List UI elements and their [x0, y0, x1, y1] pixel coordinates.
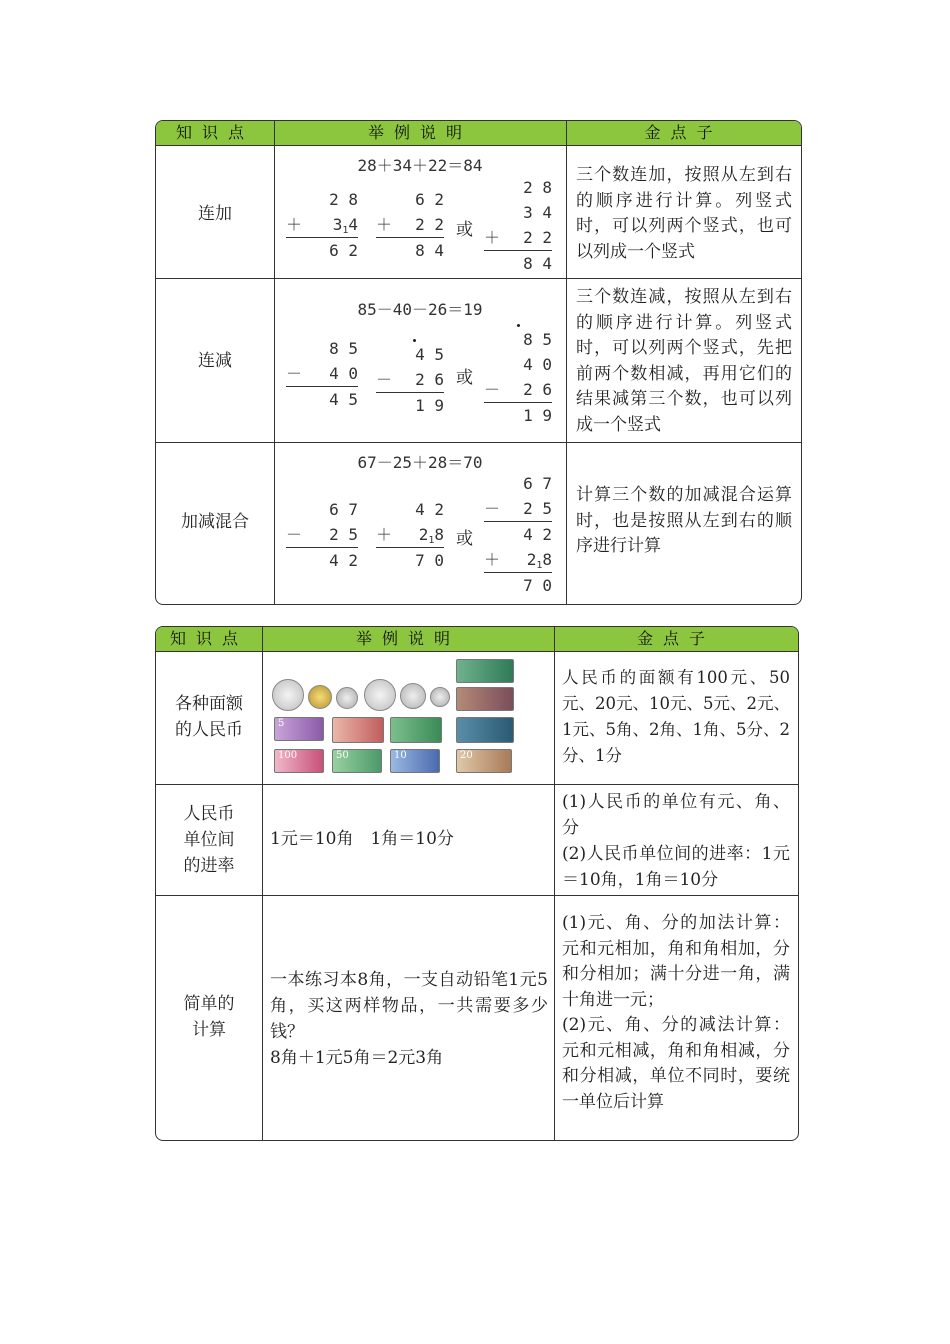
- coin-icon: [364, 679, 396, 711]
- or-text: 或: [456, 529, 473, 549]
- row-label-consecutive-subtraction: 连减: [198, 351, 232, 371]
- banknote-icon: 100: [274, 749, 324, 773]
- coin-icon: [308, 685, 332, 709]
- banknote-icon: [456, 659, 514, 683]
- tip-text: (1)元、角、分的加法计算：元和元相加，角和角相加，分和分相加；满十分进一角，满十角进一元； (2)元、角、分的减法计算：元和元相减，角和角相减，分和分相减，单位不同时，要统一单位后计算: [562, 913, 790, 1112]
- or-text: 或: [456, 368, 473, 388]
- header-knowledge-point: 知识点: [175, 123, 254, 142]
- row-label-denominations: 各种面额 的人民币: [175, 694, 243, 740]
- vertical-calc-combined: 6 7 － 2 5 4 2 ＋ 218 7 0: [484, 471, 552, 598]
- header-example: 举例说明: [367, 123, 472, 142]
- example-text: 1元＝10角 1角＝10分: [270, 829, 454, 849]
- header-tip: 金点子: [644, 123, 723, 142]
- banknote-icon: 50: [332, 749, 382, 773]
- banknote-icon: 10: [390, 749, 440, 773]
- knowledge-table-money: [155, 626, 799, 1141]
- coin-icon: [400, 683, 426, 709]
- vertical-calc-1: 8 5 － 4 0 4 5: [286, 336, 358, 412]
- vertical-calc-1: 6 7 － 2 5 4 2: [286, 497, 358, 573]
- coin-icon: [336, 687, 358, 709]
- currency-image: [272, 657, 530, 779]
- banknote-icon: 20: [456, 749, 512, 773]
- table-header: [156, 121, 801, 146]
- or-text: 或: [456, 220, 473, 240]
- vertical-calc-combined: 8 5 4 0 － 2 6 1 9: [484, 327, 552, 428]
- row-label-mixed-operations: 加减混合: [181, 512, 249, 532]
- header-tip: 金点子: [636, 629, 715, 648]
- tip-text: 三个数连加，按照从左到右的顺序进行计算。列竖式时，可以列两个竖式，也可以列成一个竖式: [576, 165, 792, 262]
- equation: 28＋34＋22＝84: [357, 156, 483, 175]
- tip-text: 人民币的面额有100元、50元、20元、10元、5元、2元、1元、5角、2角、1角、5分、2分、1分: [562, 668, 790, 765]
- banknote-icon: 5: [274, 717, 324, 741]
- vertical-calc-2: 6 2 ＋ 2 2 8 4: [376, 187, 444, 263]
- coin-icon: [430, 687, 450, 707]
- row-label-consecutive-addition: 连加: [198, 204, 232, 224]
- vertical-calc-combined: 2 8 3 4 ＋ 2 2 8 4: [484, 175, 552, 276]
- equation: 85－40－26＝19: [357, 300, 483, 319]
- tip-text: 三个数连减，按照从左到右的顺序进行计算。列竖式时，可以列两个竖式，先把前两个数相减，再用它们的结果减第三个数，也可以列成一个竖式: [576, 287, 792, 435]
- banknote-icon: [456, 717, 514, 743]
- example-text: 一本练习本8角，一支自动铅笔1元5角，买这两样物品，一共需要多少钱？ 8角＋1元5角＝2元3角: [270, 970, 548, 1068]
- header-knowledge-point: 知识点: [169, 629, 248, 648]
- tip-text: (1)人民币的单位有元、角、分 (2)人民币单位间的进率：1元＝10角，1角＝10分: [562, 792, 790, 890]
- banknote-icon: [332, 717, 384, 743]
- row-label-unit-rate: 人民币 单位间 的进率: [183, 804, 235, 876]
- header-example: 举例说明: [355, 629, 460, 648]
- table-header: [156, 627, 798, 652]
- banknote-icon: [390, 717, 442, 743]
- vertical-calc-2: 4 5 － 2 6 1 9: [376, 342, 444, 418]
- vertical-calc-1: 2 8 ＋ 314 6 2: [286, 187, 358, 263]
- row-label-simple-calc: 简单的 计算: [183, 994, 235, 1040]
- knowledge-table-arithmetic: [155, 120, 802, 605]
- equation: 67－25＋28＝70: [357, 453, 483, 472]
- banknote-icon: [456, 687, 514, 711]
- coin-icon: [272, 679, 304, 711]
- vertical-calc-2: 4 2 ＋ 218 7 0: [376, 497, 444, 573]
- tip-text: 计算三个数的加减混合运算时，也是按照从左到右的顺序进行计算: [576, 485, 792, 556]
